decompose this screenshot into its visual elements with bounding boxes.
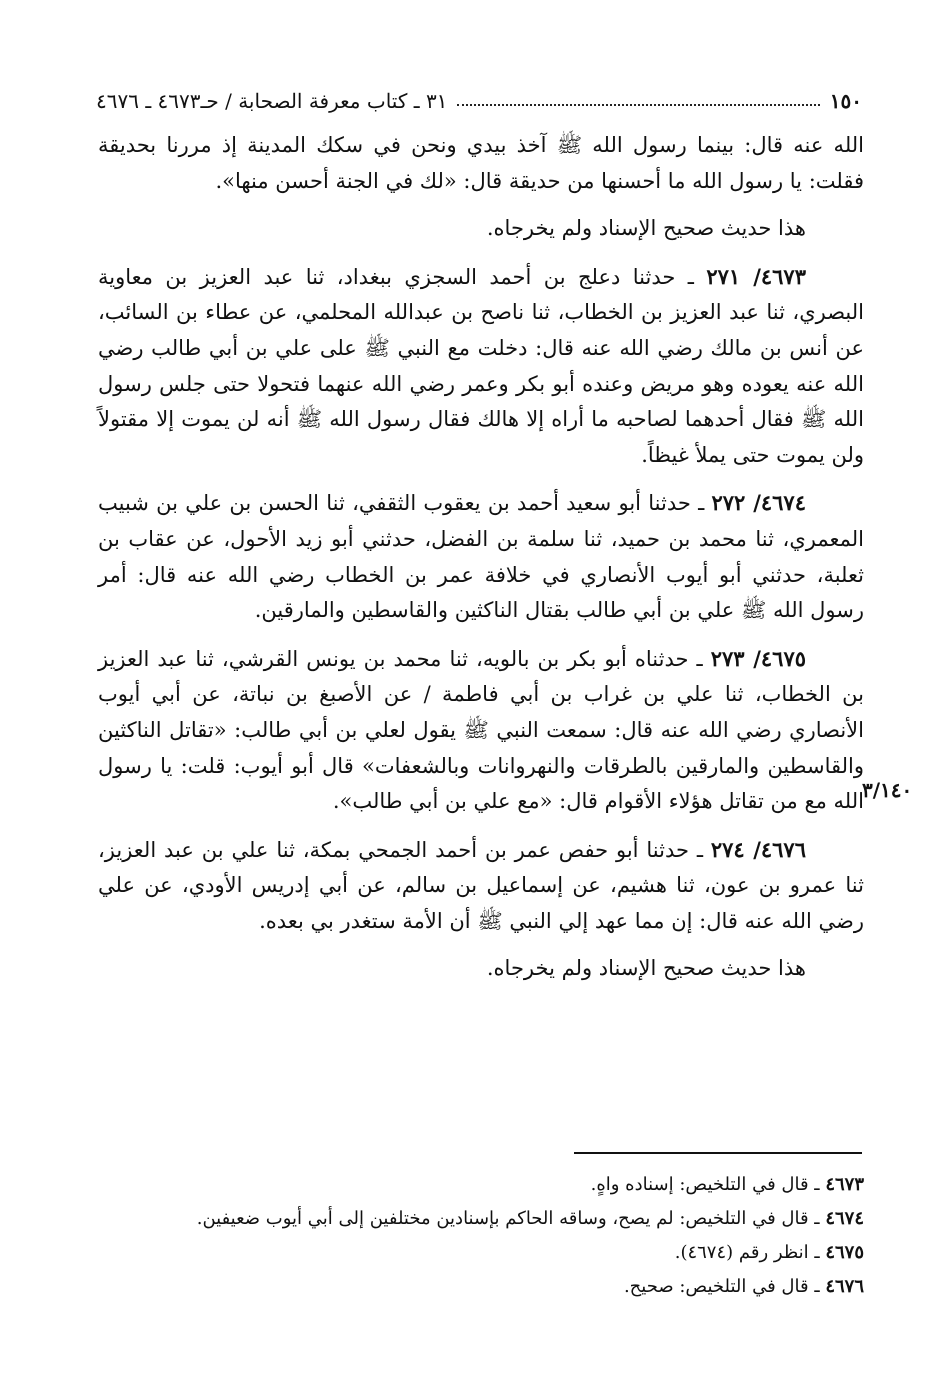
running-title: ٣١ ـ كتاب معرفة الصحابة / حـ٤٦٧٣ ـ ٤٦٧٦ xyxy=(96,89,448,113)
footnote-text: ـ قال في التلخيص: لم يصح، وساقه الحاكم بإسنادين مختلفين إلى أبي أيوب ضعيفين. xyxy=(196,1208,820,1229)
footnote-text: ـ انظر رقم (٤٦٧٤). xyxy=(674,1242,820,1263)
hadith-4673 xyxy=(98,259,864,474)
hadith-text: ـ حدثنا دعلج بن أحمد السجزي ببغداد، ثنا عبد العزيز بن معاوية البصري، ثنا عبد العزيز بن الخطاب، ثنا ناصح بن عبدالله المحلمي، عن عطاء بن السائب، عن أنس بن مالك رضي الله عنه قال: دخلت مع النبي ﷺ على علي بن أبي طالب رضي الله عنه يعوده وهو مريض وعنده أبو بكر وعمر رضي الله عنهما فتحولا حتى جلس رسول الله ﷺ فقال أحدهما لصاحبه ما أراه إلا هالك فقال رسول الله ﷺ أنه لن يموت إلا مقتولاً ولن يموت حتى يملأ غيظاً. xyxy=(98,264,865,467)
footnotes xyxy=(98,1168,864,1304)
footnote-number: ٤٦٧٤ xyxy=(825,1208,864,1229)
main-text xyxy=(98,128,864,987)
footnote-separator xyxy=(574,1152,862,1154)
footnote xyxy=(98,1270,864,1304)
hadith-text: ـ حدثنا أبو حفص عمر بن أحمد الجمحي بمكة، ثنا علي بن عبد العزيز، ثنا عمرو بن عون، ثنا هشيم، عن إسماعيل بن سالم، عن أبي إدريس الأودي، عن علي رضي الله عنه قال: إن مما عهد إلي النبي ﷺ أن الأمة ستغدر بي بعده. xyxy=(98,837,864,933)
hadith-number: ٤٦٧٥/ ٢٧٣ xyxy=(710,645,807,671)
hadith-number: ٤٦٧٦/ ٢٧٤ xyxy=(710,836,806,862)
hadith-text: ـ حدثناه أبو بكر بن بالويه، ثنا محمد بن يونس القرشي، ثنا عبد العزيز بن الخطاب، ثنا علي بن غراب بن أبي فاطمة / عن الأصبغ بن نباتة، عن أبي أيوب الأنصاري رضي الله عنه قال: سمعت النبي ﷺ يقول لعلي بن أبي طالب: «تقاتل الناكثين والقاسطين والمارقين بالطرقات والنهروانات وبالشعفات» قال أبو أيوب: قلت: يا رسول الله مع من تقاتل هؤلاء الأقوام قال: «مع علي بن أبي طالب». xyxy=(98,646,864,814)
footnote xyxy=(98,1236,864,1270)
paragraph-continuation xyxy=(98,128,864,199)
paragraph-text: هذا حديث صحيح الإسناد ولم يخرجاه. xyxy=(486,216,806,241)
hadith-4676 xyxy=(98,832,864,940)
paragraph-verdict xyxy=(98,951,864,987)
footnote-number: ٤٦٧٣ xyxy=(825,1174,864,1195)
footnote xyxy=(98,1168,864,1202)
hadith-number: ٤٦٧٣/ ٢٧١ xyxy=(706,263,806,289)
paragraph-text: الله عنه قال: بينما رسول الله ﷺ آخذ بيدي ونحن في سكك المدينة إذ مررنا بحديقة فقلت: يا رسول الله ما أحسنها من حديقة قال: «لك في الجنة أحسن منها». xyxy=(98,133,864,193)
margin-reference: ٣/١٤٠ xyxy=(862,778,913,802)
footnote-number: ٤٦٧٥ xyxy=(825,1242,864,1263)
paragraph-verdict xyxy=(98,211,864,247)
hadith-number: ٤٦٧٤/ ٢٧٢ xyxy=(711,490,806,516)
running-header xyxy=(96,84,862,118)
footnote-text: ـ قال في التلخيص: صحيح. xyxy=(623,1276,820,1297)
hadith-text: ـ حدثنا أبو سعيد أحمد بن يعقوب الثقفي، ثنا الحسن بن علي بن شبيب المعمري، ثنا محمد بن حميد، ثنا سلمة بن الفضل، حدثني أبو زيد الأحول، عن عقاب بن ثعلبة، حدثني أبو أيوب الأنصاري في خلافة عمر بن الخطاب رضي الله عنه قال: أمر رسول الله ﷺ علي بن أبي طالب بقتال الناكثين والقاسطين والمارقين. xyxy=(98,491,864,623)
page-number: ١٥٠ xyxy=(829,89,862,113)
paragraph-text: هذا حديث صحيح الإسناد ولم يخرجاه. xyxy=(486,956,806,981)
footnote-number: ٤٦٧٦ xyxy=(825,1276,864,1297)
footnote-text: ـ قال في التلخيص: إسناده واهٍ. xyxy=(590,1174,820,1195)
dotted-leader xyxy=(457,104,819,106)
footnote xyxy=(98,1202,864,1236)
hadith-4675 xyxy=(98,641,864,820)
hadith-4674 xyxy=(98,485,864,628)
